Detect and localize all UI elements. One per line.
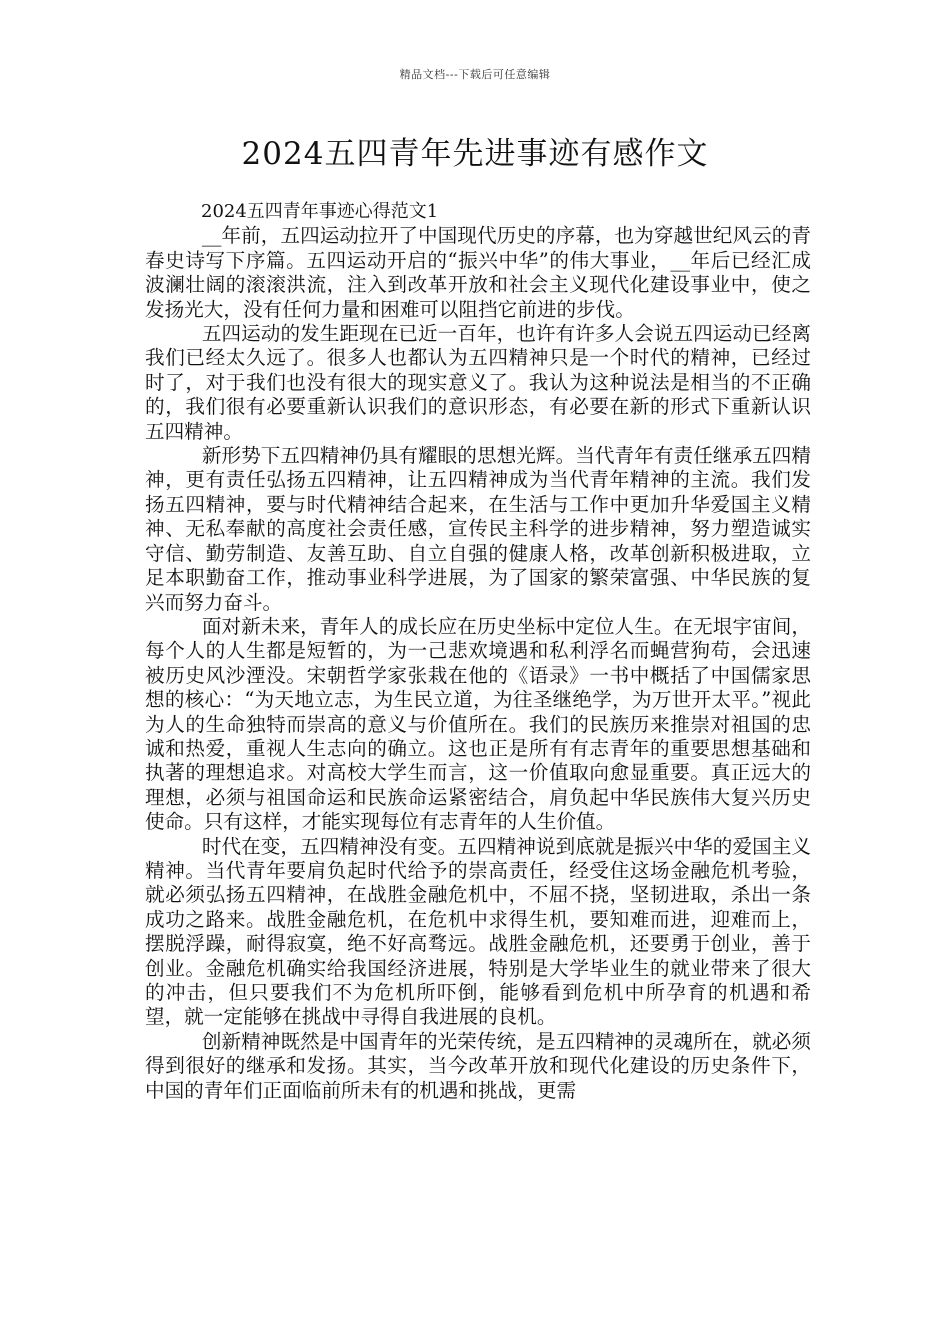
- paragraph-4: 面对新未来，青年人的成长应在历史坐标中定位人生。在无垠宇宙间，每个人的人生都是短暂的，为一己悲欢境遇和私利浮名而蝇营狗苟，会迅速被历史风沙湮没。宋朝哲学家张栽在他的《语录》一书中概括了中国儒家思想的核心：“为天地立志，为生民立道，为往圣继绝学，为万世开太平。”视此为人的生命独特而崇高的意义与价值所在。我们的民族历来推崇对祖国的忠诚和热爱，重视人生志向的确立。这也正是所有有志青年的重要思想基础和执著的理想追求。对高校大学生而言，这一价值取向愈显重要。真正远大的理想，必须与祖国命运和民族命运紧密结合，肩负起中华民族伟大复兴历史使命。只有这样，才能实现每位有志青年的人生价值。: [145, 614, 811, 834]
- paragraph-5: 时代在变，五四精神没有变。五四精神说到底就是振兴中华的爱国主义精神。当代青年要肩负起时代给予的崇高责任，经受住这场金融危机考验，就必须弘扬五四精神，在战胜金融危机中，不屈不挠，坚韧进取，杀出一条成功之路来。战胜金融危机，在危机中求得生机，要知难而进，迎难而上，摆脱浮躁，耐得寂寞，绝不好高骛远。战胜金融危机，还要勇于创业，善于创业。金融危机确实给我国经济进展，特别是大学毕业生的就业带来了很大的冲击，但只要我们不为危机所吓倒，能够看到危机中所孕育的机遇和希望，就一定能够在挑战中寻得自我进展的良机。: [145, 834, 811, 1029]
- section-subtitle: 2024五四青年事迹心得范文1: [201, 201, 439, 222]
- paragraph-2: 五四运动的发生距现在已近一百年，也许有许多人会说五四运动已经离我们已经太久远了。很多人也都认为五四精神只是一个时代的精神，已经过时了，对于我们也没有很大的现实意义了。我认为这种说法是相当的不正确的，我们很有必要重新认识我们的意识形态，有必要在新的形式下重新认识五四精神。: [145, 322, 811, 443]
- document-title: 2024五四青年先进事迹有感作文: [241, 136, 709, 172]
- paragraph-6: 创新精神既然是中国青年的光荣传统，是五四精神的灵魂所在，就必须得到很好的继承和发扬。其实，当今改革开放和现代化建设的历史条件下，中国的青年们正面临前所未有的机遇和挑战，更需: [145, 1029, 811, 1102]
- paragraph-3: 新形势下五四精神仍具有耀眼的思想光辉。当代青年有责任继承五四精神，更有责任弘扬五四精神，让五四精神成为当代青年精神的主流。我们发扬五四精神，要与时代精神结合起来，在生活与工作中更加升华爱国主义精神、无私奉献的高度社会责任感，宣传民主科学的进步精神，努力塑造诚实守信、勤劳制造、友善互助、自立自强的健康人格，改革创新积极进取，立足本职勤奋工作，推动事业科学进展，为了国家的繁荣富强、中华民族的复兴而努力奋斗。: [145, 444, 811, 614]
- document-body: [145, 200, 811, 1103]
- paragraph-1: __年前，五四运动拉开了中国现代历史的序幕，也为穿越世纪风云的青春史诗写下序篇。五四运动开启的“振兴中华”的伟大事业，__年后已经汇成波澜壮阔的滚滚洪流，注入到改革开放和社会主义现代化建设事业中，使之发扬光大，没有任何力量和困难可以阻挡它前进的步伐。: [145, 224, 811, 321]
- page-header: 精品文档---下载后可任意编辑: [399, 68, 551, 81]
